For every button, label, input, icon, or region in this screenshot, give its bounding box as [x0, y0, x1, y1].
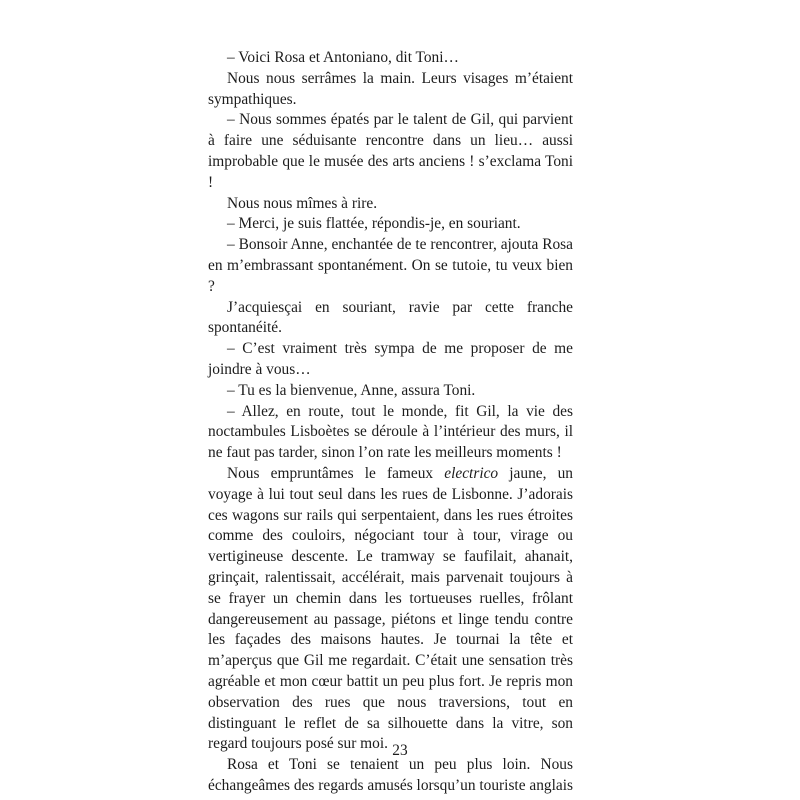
paragraph-6: – Bonsoir Anne, enchantée de te rencontrer, ajouta Rosa en m’embrassant spontanément. On se tutoie, tu veux bien ? — [208, 236, 573, 295]
paragraph-11-rest: jaune, un voyage à lui tout seul dans les rues de Lisbonne. J’adorais ces wagons sur rails qui serpentaient, dans les rues étroites comme des couloirs, négociant tour à tour, virage ou vertigineuse descente. Le tramway se faufilait, ahanait, grinçait, ralentissait, accélérait, mais parvenait toujours à se frayer un chemin dans les tortueuses ruelles, frôlant dangereusement au passage, piétons et linge tendu contre les façades des maisons hautes. Je tournai la tête et m’aperçus que Gil me regardait. C’était une sensation très agréable et mon cœur battit un peu plus fort. Je repris mon observation des rues que nous traversions, tout en distinguant le reflet de sa silhouette dans la vitre, son regard toujours posé sur moi. — [208, 464, 573, 753]
paragraph-8: – C’est vraiment très sympa de me proposer de me joindre à vous… — [208, 340, 573, 378]
paragraph-9: – Tu es la bienvenue, Anne, assura Toni. — [227, 381, 476, 399]
paragraph-3: – Nous sommes épatés par le talent de Gil, qui parvient à faire une séduisante rencontre dans un lieu… aussi improbable que le musée des arts anciens ! s’exclama Toni ! — [208, 111, 573, 191]
paragraph-7: J’acquiesçai en souriant, ravie par cette franche spontanéité. — [208, 298, 573, 337]
italic-word-electrico: electrico — [444, 464, 499, 482]
page-number: 23 — [392, 742, 408, 759]
paragraph-11 — [208, 464, 573, 755]
paragraph-1: – Voici Rosa et Antoniano, dit Toni… — [227, 49, 459, 66]
paragraph-4: Nous nous mîmes à rire. — [227, 194, 378, 212]
paragraph-2: Nous nous serrâmes la main. Leurs visages m’étaient sympathiques. — [208, 69, 573, 108]
body-text — [208, 48, 573, 797]
paragraph-10: – Allez, en route, tout le monde, fit Gil, la vie des noctambules Lisboètes se déroule à l’intérieur des murs, il ne faut pas tarder, sinon l’on rate les meilleurs moments ! — [208, 402, 573, 462]
paragraph-12: Rosa et Toni se tenaient un peu plus loin. Nous échangeâmes des regards amusés lorsqu’un touriste anglais — [208, 756, 573, 794]
paragraph-5: – Merci, je suis flattée, répondis-je, en souriant. — [227, 215, 521, 233]
paragraph-11-start: Nous empruntâmes le fameux — [227, 464, 445, 482]
